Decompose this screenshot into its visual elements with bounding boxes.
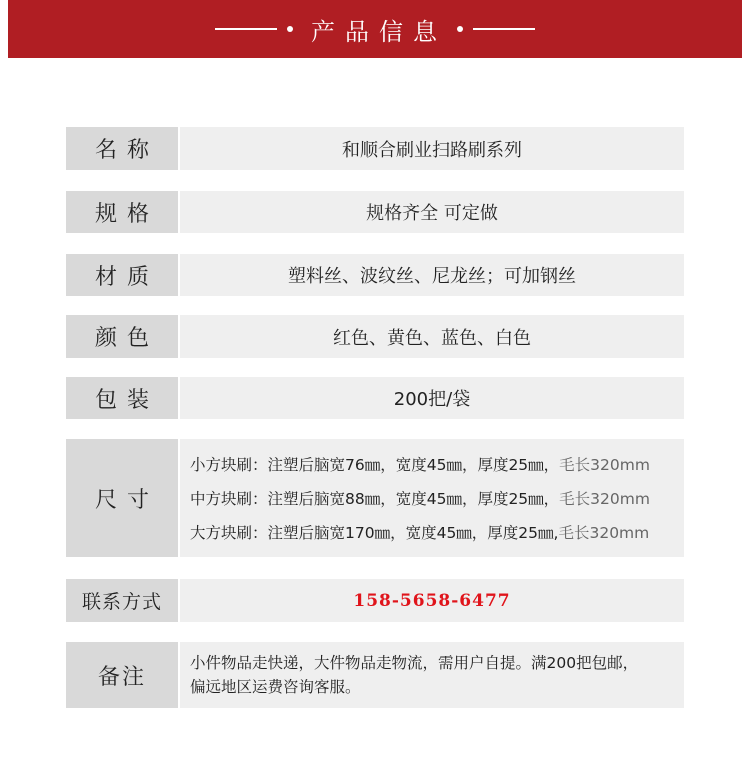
note-text: [190, 651, 638, 699]
note-line-2: 偏远地区运费咨询客服。: [190, 678, 361, 696]
row-label: 名称: [66, 127, 178, 170]
note-line-1: 小件物品走快递，大件物品走物流，需用户自提。满200把包邮，: [190, 654, 639, 672]
size-line-bristle: 毛长320mm: [559, 456, 650, 474]
row-label: 规格: [66, 191, 178, 233]
size-list: [190, 453, 684, 543]
size-line-bristle: 毛长320mm: [559, 490, 650, 508]
row-value: 200把/袋: [180, 377, 684, 419]
row-note: [66, 642, 684, 708]
row-value: [180, 439, 684, 557]
size-line-text: 大方块刷：注塑后脑宽170㎜，宽度45㎜，厚度25㎜,: [190, 524, 559, 542]
size-line-medium: [190, 487, 684, 509]
size-line-bristle: 毛长320mm: [558, 524, 650, 542]
row-value: 规格齐全 可定做: [180, 191, 684, 233]
row-name: [66, 127, 684, 170]
header-banner: [8, 0, 742, 58]
size-line-small: [190, 453, 684, 475]
left-decor-line: [215, 28, 277, 30]
row-material: [66, 254, 684, 296]
row-size: [66, 439, 684, 557]
row-contact: [66, 579, 684, 622]
row-color: [66, 315, 684, 358]
right-decor-line: [473, 28, 535, 30]
row-package: [66, 377, 684, 419]
row-label: 包装: [66, 377, 178, 419]
row-value: 和顺合刷业扫路刷系列: [180, 127, 684, 170]
row-value: [180, 579, 684, 622]
row-label: 备注: [66, 642, 178, 708]
left-decor-dot: [287, 26, 293, 32]
phone-number[interactable]: 158-5658-6477: [353, 590, 511, 611]
row-value: 红色、黄色、蓝色、白色: [180, 315, 684, 358]
row-label: 尺寸: [66, 439, 178, 557]
row-spec: [66, 191, 684, 233]
row-value: [180, 642, 684, 708]
row-label: 材质: [66, 254, 178, 296]
row-label: 颜色: [66, 315, 178, 358]
size-line-text: 中方块刷：注塑后脑宽88㎜，宽度45㎜，厚度25㎜，: [190, 490, 560, 508]
right-decor-dot: [457, 26, 463, 32]
page-title: 产品信息: [311, 17, 447, 46]
size-line-large: [190, 521, 684, 543]
row-label: 联系方式: [66, 579, 178, 622]
row-value: 塑料丝、波纹丝、尼龙丝；可加钢丝: [180, 254, 684, 296]
size-line-text: 小方块刷：注塑后脑宽76㎜，宽度45㎜，厚度25㎜，: [190, 456, 560, 474]
